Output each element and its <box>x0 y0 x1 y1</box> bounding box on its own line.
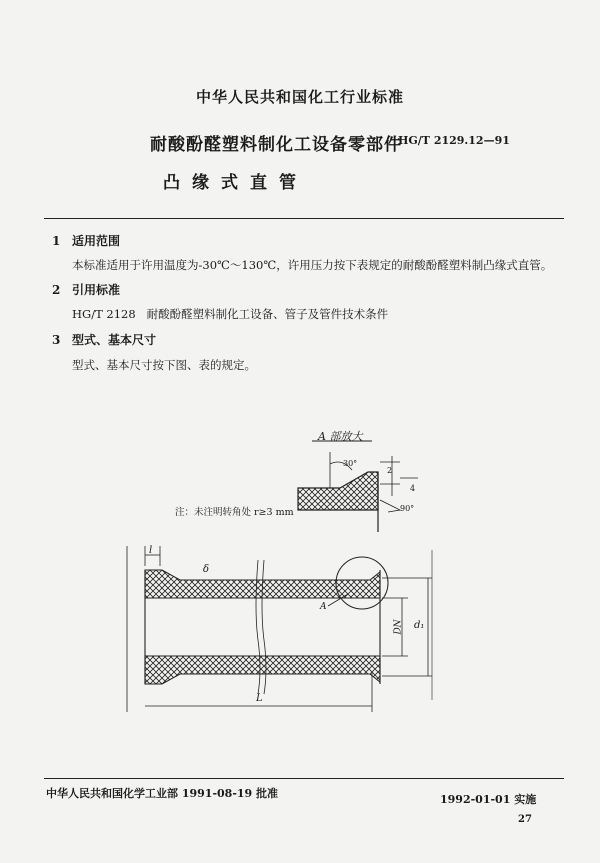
section-2-text: HG/T 2128 耐酸酚醛塑料制化工设备、管子及管件技术条件 <box>72 307 389 321</box>
detail-marker-a: A <box>320 602 327 612</box>
dn-label: DN <box>393 619 404 635</box>
standard-code: HG/T 2129.12—91 <box>398 134 510 147</box>
footer-rule <box>44 778 564 779</box>
section-2-number: 2 <box>52 283 61 297</box>
length-label: L <box>256 693 263 704</box>
detail-a-label: A 部放大 <box>318 430 363 443</box>
section-1-title: 适用范围 <box>72 234 121 248</box>
standard-category: 中华人民共和国化工行业标准 <box>195 88 404 106</box>
dim-2-label: 2 <box>387 466 393 475</box>
page-number: 27 <box>518 814 532 825</box>
approval-info: 中华人民共和国化学工业部 1991-08-19 批准 <box>46 787 279 800</box>
document-title: 耐酸酚醛塑料制化工设备零部件 <box>150 135 402 155</box>
wall-thickness-label: δ <box>203 564 210 575</box>
d1-label: d₁ <box>414 620 425 631</box>
dim-4-label: 4 <box>410 484 416 493</box>
section-3-text: 型式、基本尺寸按下图、表的规定。 <box>72 358 256 372</box>
detail-a-view <box>298 441 418 532</box>
flange-length-label: l <box>149 545 153 556</box>
figure-note: 注：未注明转角处 r≥3 mm <box>175 507 294 518</box>
angle-30-label: 30° <box>343 459 358 468</box>
angle-90-label: 90° <box>400 504 415 513</box>
pipe-side-view <box>127 546 432 712</box>
document-subtitle: 凸缘式直管 <box>163 173 308 193</box>
section-2-title: 引用标准 <box>72 283 121 297</box>
section-3-title: 型式、基本尺寸 <box>72 333 157 347</box>
section-1-number: 1 <box>52 234 61 248</box>
section-3-number: 3 <box>52 333 61 347</box>
section-1-text: 本标准适用于许用温度为-30℃～130℃，许用压力按下表规定的耐酸酚醛塑料制凸缘式直管。 <box>72 258 553 272</box>
effective-date: 1992-01-01 实施 <box>440 793 537 806</box>
